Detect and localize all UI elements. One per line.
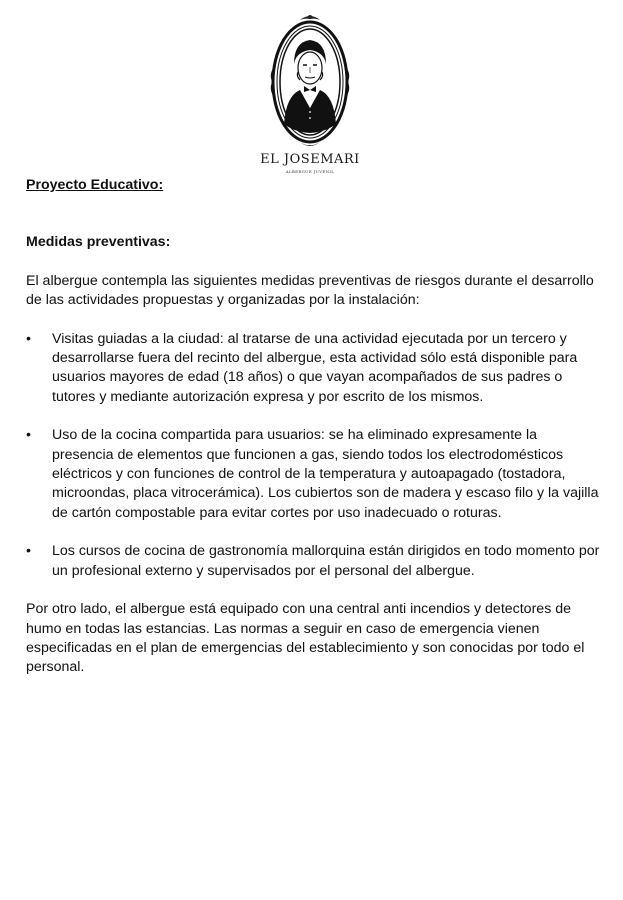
spacer (26, 195, 601, 233)
list-item-text: Visitas guiadas a la ciudad: al tratarse de una actividad ejecutada por un tercero y desarrollarse fuera del recinto del albergue, esta actividad sólo está disponible para usuarios mayores de edad (18 años) o que vayan acompañados de sus padres o tutores y mediante autorización expresa y por escrito de los mismos. (52, 330, 578, 405)
document-title: Proyecto Educativo: (26, 177, 164, 193)
closing-paragraph: Por otro lado, el albergue está equipado con una central anti incendios y detectores de humo en todas las estancias. Las normas a seguir en caso de emergencia vienen especificadas en el plan de emergencias del establecimiento y son conocidas por todo el personal. (26, 601, 585, 676)
list-item (26, 426, 601, 523)
brand-logo (255, 12, 365, 180)
spacer (26, 581, 601, 600)
brand-tagline: ALBERGUE JUVENIL (285, 169, 335, 174)
preventive-measures-list (26, 330, 601, 581)
spacer (26, 407, 601, 426)
portrait-medallion-icon (270, 12, 350, 150)
intro-paragraph: El albergue contempla las siguientes medidas preventivas de riesgos durante el desarrollo de las actividades propuestas y organizadas por la instalación: (26, 272, 594, 309)
spacer (26, 311, 601, 330)
bullet-icon: • (26, 427, 31, 444)
section-heading: Medidas preventivas: (26, 234, 171, 251)
bullet-icon: • (26, 330, 31, 347)
list-item (26, 542, 601, 581)
bullet-icon: • (26, 543, 31, 560)
document-body (26, 176, 601, 678)
spacer (26, 253, 601, 272)
brand-name: EL JOSEMARI (260, 152, 360, 167)
spacer (26, 523, 601, 542)
list-item-text: Los cursos de cocina de gastronomía mallorquina están dirigidos en todo momento por un profesional externo y supervisados por el personal del albergue. (52, 543, 600, 579)
list-item (26, 330, 601, 408)
list-item-text: Uso de la cocina compartida para usuarios: se ha eliminado expresamente la presencia de elementos que funcionen a gas, siendo todos los electrodomésticos eléctricos y con funciones de control de la temperatura y autoapagado (tostadora, microondas, placa vitrocerámica). Los cubiertos son de madera y escaso filo y la vajilla de cartón compostable para evitar cortes por uso inadecuado o roturas. (52, 427, 599, 521)
